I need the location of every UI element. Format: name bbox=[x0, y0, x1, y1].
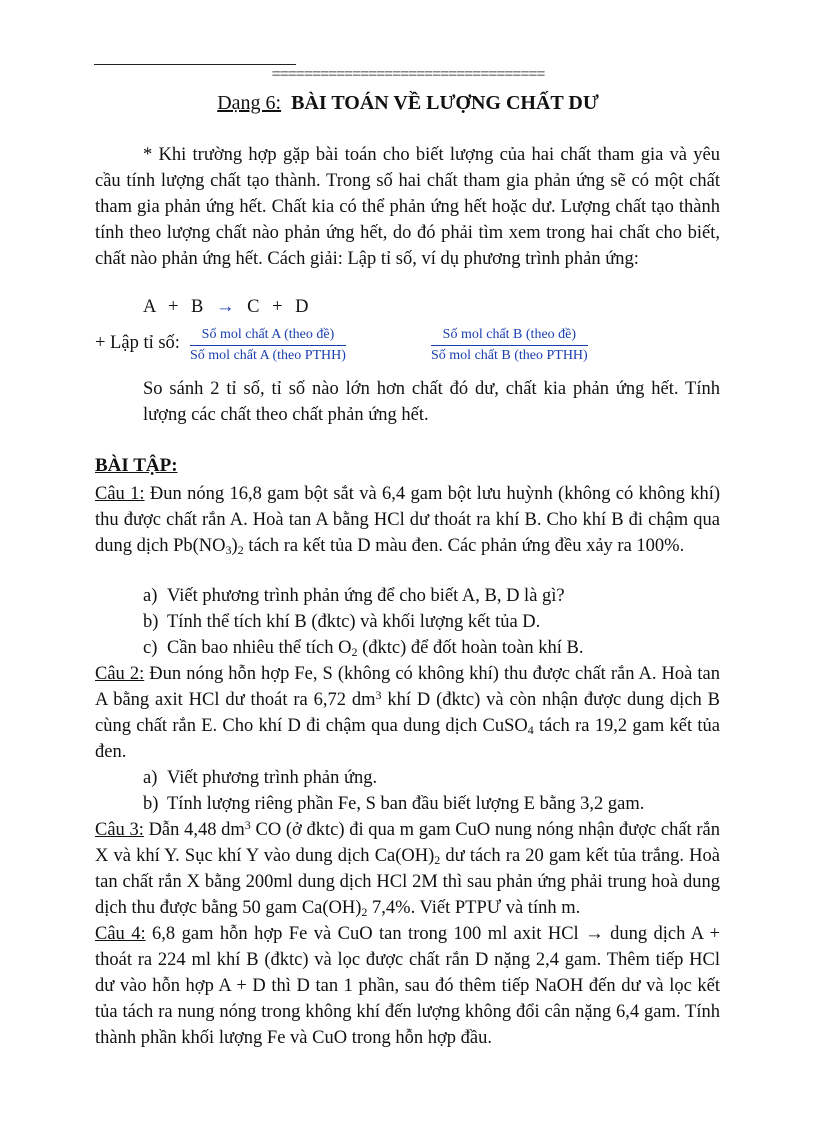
fraction-a-numerator: Số mol chất A (theo đề) bbox=[190, 327, 346, 346]
question-2-text: tách ra 19,2 gam kết tủa đen. bbox=[95, 716, 720, 762]
list-item-text: Cần bao nhiêu thể tích O bbox=[167, 638, 352, 658]
list-item-text: Viết phương trình phản ứng. bbox=[167, 768, 378, 788]
fraction-b-denominator: Số mol chất B (theo PTHH) bbox=[431, 348, 588, 363]
equation-lhs: A + B bbox=[143, 297, 204, 317]
list-item-text: Tính lượng riêng phần Fe, S ban đầu biết lượng E bằng 3,2 gam. bbox=[167, 794, 645, 814]
question-2 bbox=[95, 661, 720, 765]
question-2-item-a bbox=[143, 765, 377, 791]
section-title bbox=[0, 92, 816, 115]
subscript: 2 bbox=[434, 853, 441, 867]
question-3-text: 7,4%. Viết PTPƯ và tính m. bbox=[367, 898, 581, 918]
question-4 bbox=[95, 921, 720, 1051]
subscript: 4 bbox=[527, 723, 534, 737]
superscript: 3 bbox=[244, 818, 251, 832]
intro-paragraph: * Khi trường hợp gặp bài toán cho biết lượng của hai chất tham gia và yêu cầu tính lượng chất tạo thành. Trong số hai chất tham gia phản ứng sẽ có một chất tham gia phản ứng hết. Chất kia có thể phản ứng hết hoặc dư. Lượng chất tạo thành tính theo lượng chất nào phản ứng hết, do đó phải tìm xem trong hai chất cho biết, chất nào phản ứng hết. Cách giải: Lập tỉ số, ví dụ phương trình phản ứng: bbox=[95, 145, 720, 269]
question-4-label: Câu 4: bbox=[95, 924, 146, 944]
list-item-text: Viết phương trình phản ứng để cho biết A, B, D là gì? bbox=[167, 586, 565, 606]
subscript: 2 bbox=[237, 543, 244, 557]
section-title-main: BÀI TOÁN VỀ LƯỢNG CHẤT DƯ bbox=[291, 92, 599, 114]
question-4-text: 6,8 gam hỗn hợp Fe và CuO tan trong 100 ml axit HCl bbox=[145, 924, 586, 944]
question-1-item-a bbox=[143, 583, 565, 609]
question-2-label: Câu 2: bbox=[95, 664, 145, 684]
fraction-a-denominator: Số mol chất A (theo PTHH) bbox=[190, 348, 346, 363]
section-title-prefix: Dạng 6: bbox=[217, 92, 282, 114]
question-4-text: dung dịch A + thoát ra 224 ml khí B (đktc) và lọc được chất rắn D nặng 2,4 gam. Thêm tiếp HCl dư vào hỗn hợp A + D thì D tan 1 phần, sau đó thêm tiếp NaOH đến dư và lọc kết tủa tách ra nung nóng trong không khí đến lượng không đổi cân nặng 6,4 gam. Tính thành phần khối lượng Fe và CuO trong hỗn hợp đầu. bbox=[95, 924, 720, 1048]
reaction-equation bbox=[143, 297, 309, 318]
question-1-label: Câu 1: bbox=[95, 484, 145, 504]
fraction-a bbox=[190, 327, 346, 364]
question-2-text: Đun nóng hỗn hợp Fe, S (không có không khí) thu được chất rắn A. Hoà tan A bằng axit HCl dư thoát ra 6,72 dm bbox=[95, 664, 720, 710]
subscript: 2 bbox=[361, 905, 368, 919]
question-1-text: tách ra kết tủa D màu đen. Các phản ứng đều xảy ra 100%. bbox=[243, 536, 685, 556]
question-2-item-b bbox=[143, 791, 644, 817]
compare-paragraph: So sánh 2 tỉ số, tỉ số nào lớn hơn chất đó dư, chất kia phản ứng hết. Tính lượng các chất theo chất phản ứng hết. bbox=[143, 379, 720, 425]
ratio-label: + Lập tỉ số: bbox=[95, 333, 180, 353]
subscript: 2 bbox=[351, 645, 358, 659]
question-3-label: Câu 3: bbox=[95, 820, 144, 840]
fraction-b-numerator: Số mol chất B (theo đề) bbox=[431, 327, 588, 346]
arrow-icon: → bbox=[585, 924, 604, 944]
list-marker: a) bbox=[143, 586, 158, 606]
list-item-text: (đktc) để đốt hoàn toàn khí B. bbox=[357, 638, 584, 658]
question-3 bbox=[95, 817, 720, 921]
list-marker: a) bbox=[143, 768, 158, 788]
list-marker: b) bbox=[143, 612, 159, 632]
list-item-text: Tính thể tích khí B (đktc) và khối lượng kết tủa D. bbox=[167, 612, 541, 632]
header-rule bbox=[94, 64, 296, 65]
question-2-text: khí D (đktc) và còn nhận được dung dịch B cùng chất rắn E. Cho khí D đi chậm qua dung dịch CuSO bbox=[95, 690, 720, 736]
question-3-text: CO (ở đktc) đi qua m gam CuO nung nóng nhận được chất rắn X và khí Y. Sục khí Y vào dung dịch Ca(OH) bbox=[95, 820, 720, 866]
question-3-text: Dẫn 4,48 dm bbox=[143, 820, 245, 840]
question-1-text: Đun nóng 16,8 gam bột sắt và 6,4 gam bột lưu huỳnh (không có không khí) thu được chất rắn A. Hoà tan A bằng HCl dư thoát ra khí B. Cho khí B đi chậm qua dung dịch Pb(NO bbox=[95, 484, 720, 556]
fraction-b bbox=[431, 327, 588, 364]
list-marker: b) bbox=[143, 794, 159, 814]
superscript: 3 bbox=[375, 688, 382, 702]
arrow-icon: → bbox=[216, 297, 235, 317]
list-marker: c) bbox=[143, 638, 158, 658]
subscript: 3 bbox=[225, 543, 232, 557]
separator-line: ================================== bbox=[271, 66, 545, 83]
question-1-item-c bbox=[143, 635, 584, 661]
question-3-text: dư tách ra 20 gam kết tủa trắng. Hoà tan chất rắn X bằng 200ml dung dịch HCl 2M thì sau phản ứng phải trung hoà dung dịch thu được bằng 50 gam Ca(OH) bbox=[95, 846, 720, 918]
question-1-item-b bbox=[143, 609, 540, 635]
question-1 bbox=[95, 481, 720, 559]
equation-rhs: C + D bbox=[247, 297, 309, 317]
exercises-heading: BÀI TẬP: bbox=[95, 455, 178, 476]
question-1-text: ) bbox=[231, 536, 238, 556]
